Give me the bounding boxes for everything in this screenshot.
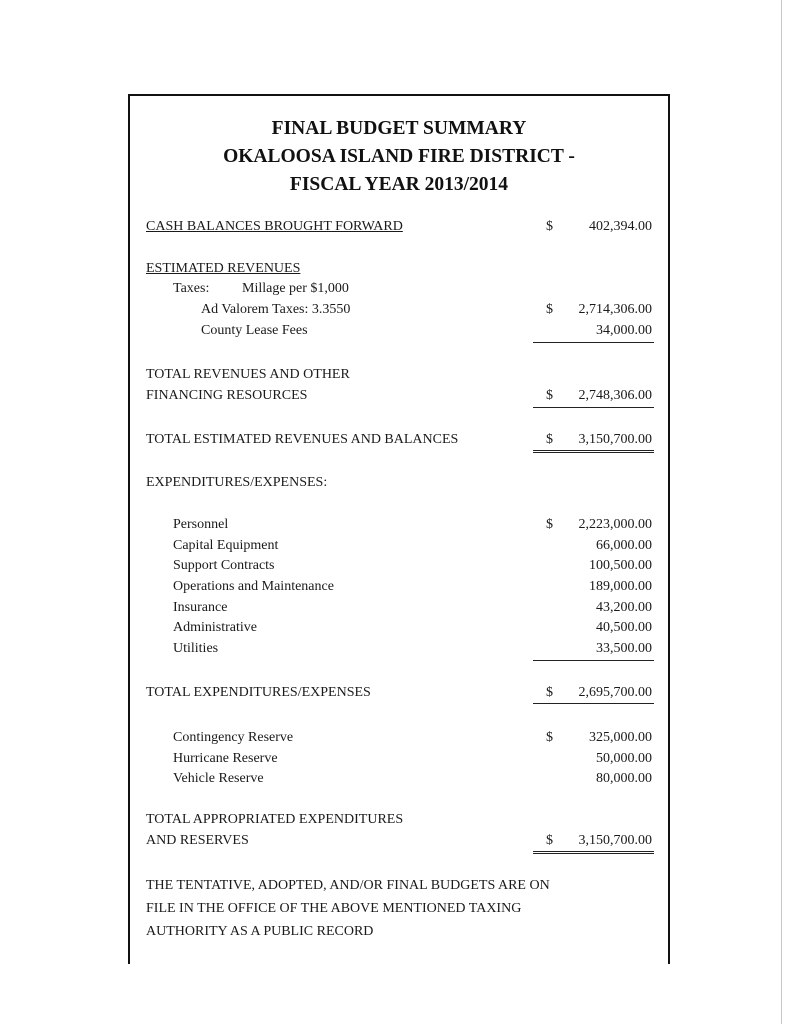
cash-balances-amount: 402,394.00 <box>589 219 652 234</box>
reserve-item-label: Hurricane Reserve <box>173 751 278 766</box>
total-revenues-currency: $ <box>546 388 553 403</box>
revenues-heading: ESTIMATED REVENUES <box>146 261 301 276</box>
expenditure-item-amount: 100,500.00 <box>589 558 652 573</box>
total-revenues-label-1: TOTAL REVENUES AND OTHER <box>146 367 350 382</box>
reserve-item-currency: $ <box>546 730 553 745</box>
cash-balances-label: CASH BALANCES BROUGHT FORWARD <box>146 219 403 234</box>
reserve-item-amount: 80,000.00 <box>596 771 652 786</box>
expenditure-item-amount: 43,200.00 <box>596 600 652 615</box>
total-expenditures-amount: 2,695,700.00 <box>578 685 652 700</box>
total-revenues-balances-currency: $ <box>546 432 553 447</box>
millage-label: Millage per $1,000 <box>242 281 349 296</box>
cash-balances-currency: $ <box>546 219 553 234</box>
total-expenditures-currency: $ <box>546 685 553 700</box>
expenditure-item-label: Utilities <box>173 641 219 656</box>
double-rule <box>533 450 654 453</box>
total-revenues-label-2: FINANCING RESOURCES <box>146 388 308 403</box>
total-appropriated-label-1: TOTAL APPROPRIATED EXPENDITURES <box>146 812 404 827</box>
title-line-3: FISCAL YEAR 2013/2014 <box>289 174 509 195</box>
total-expenditures-label: TOTAL EXPENDITURES/EXPENSES <box>146 685 371 700</box>
expenditure-item-label: Support Contracts <box>173 558 275 573</box>
expenditure-item-amount: 2,223,000.00 <box>578 517 652 532</box>
reserve-item-label: Contingency Reserve <box>173 730 294 745</box>
revenue-item-label: County Lease Fees <box>201 323 308 338</box>
expenditure-item-amount: 33,500.00 <box>596 641 652 656</box>
total-revenues-balances-label: TOTAL ESTIMATED REVENUES AND BALANCES <box>146 432 459 447</box>
subtotal-rule <box>533 660 654 661</box>
subtotal-rule <box>533 342 654 343</box>
page-edge-line <box>781 0 782 1024</box>
expenditure-item-label: Insurance <box>173 600 228 615</box>
taxes-label: Taxes: <box>173 281 210 296</box>
total-appropriated-amount: 3,150,700.00 <box>578 833 652 848</box>
total-expenditures-rule <box>533 703 654 704</box>
expenditure-item-amount: 189,000.00 <box>589 579 652 594</box>
footer-line-1: THE TENTATIVE, ADOPTED, AND/OR FINAL BUDGETS ARE ON <box>146 878 550 893</box>
expenditure-item-label: Operations and Maintenance <box>173 579 334 594</box>
expenditure-item-label: Capital Equipment <box>173 538 279 553</box>
expenditure-item-amount: 66,000.00 <box>596 538 652 553</box>
expenditure-item-currency: $ <box>546 517 553 532</box>
revenue-item-amount: 2,714,306.00 <box>578 302 652 317</box>
reserve-item-amount: 325,000.00 <box>589 730 652 745</box>
expenditure-item-label: Personnel <box>173 517 229 532</box>
reserve-item-label: Vehicle Reserve <box>173 771 264 786</box>
total-appropriated-currency: $ <box>546 833 553 848</box>
revenue-item-currency: $ <box>546 302 553 317</box>
double-rule <box>533 851 654 854</box>
total-revenues-balances-amount: 3,150,700.00 <box>578 432 652 447</box>
footer-line-3: AUTHORITY AS A PUBLIC RECORD <box>146 924 374 939</box>
title-line-2: OKALOOSA ISLAND FIRE DISTRICT - <box>223 146 575 167</box>
expenditure-item-label: Administrative <box>173 620 257 635</box>
revenue-item-amount: 34,000.00 <box>596 323 652 338</box>
title-line-1: FINAL BUDGET SUMMARY <box>271 118 527 139</box>
revenue-item-label: Ad Valorem Taxes: 3.3550 <box>201 302 351 317</box>
total-revenues-rule <box>533 407 654 408</box>
total-revenues-amount: 2,748,306.00 <box>578 388 652 403</box>
expenditures-heading: EXPENDITURES/EXPENSES: <box>146 475 328 490</box>
footer-line-2: FILE IN THE OFFICE OF THE ABOVE MENTIONED TAXING <box>146 901 522 916</box>
total-appropriated-label-2: AND RESERVES <box>146 833 249 848</box>
reserve-item-amount: 50,000.00 <box>596 751 652 766</box>
expenditure-item-amount: 40,500.00 <box>596 620 652 635</box>
budget-summary-box <box>128 94 670 964</box>
